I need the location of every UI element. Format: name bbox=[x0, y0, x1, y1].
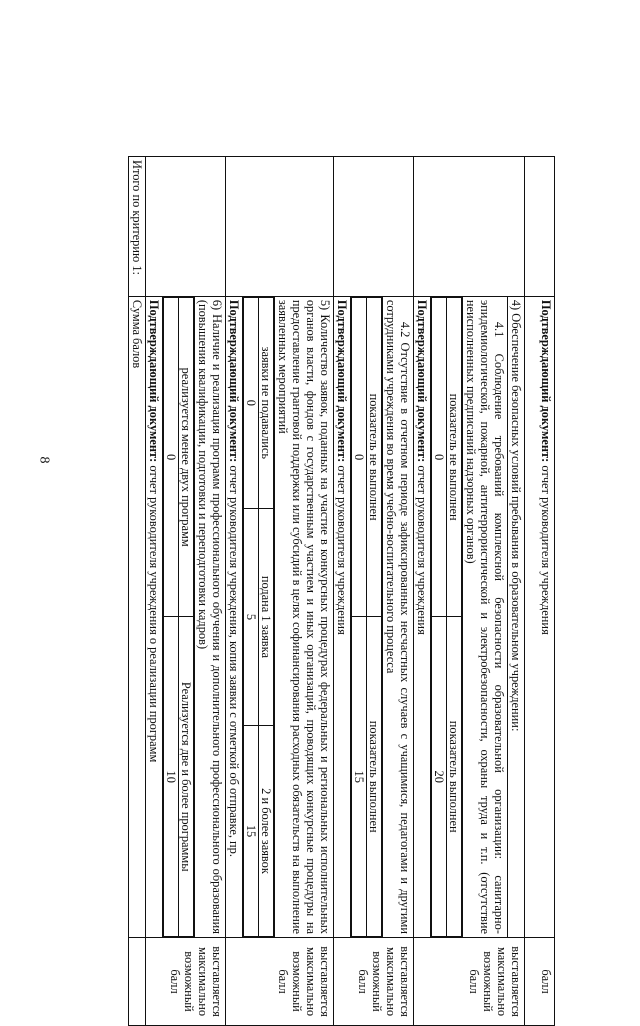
grid-value: 0 bbox=[244, 297, 259, 508]
criteria-table bbox=[128, 156, 555, 1026]
score-cell: балл bbox=[525, 938, 555, 1026]
score-cell: выставляется максимально возможный балл bbox=[414, 938, 525, 1026]
table-row bbox=[525, 157, 555, 1026]
confirm-doc-text: отчет руководителя учреждения bbox=[335, 462, 349, 635]
confirm-doc-text: отчет руководителя учреждения, копия заявки с отметкой об отправке, пр. bbox=[227, 462, 241, 857]
confirm-doc-label: Подтверждающий документ: bbox=[539, 299, 553, 463]
grid-header: показатель не выполнен bbox=[447, 297, 462, 617]
grid-header: подана 1 заявка bbox=[259, 508, 274, 725]
section-text: 6) Наличие и реализация программ профессионального обучения и дополнительного профессионального образования (повышения квалификации, подготовки и переподготовки кадров) bbox=[195, 296, 226, 937]
grid-header: показатель не выполнен bbox=[367, 297, 382, 617]
grid-value: 0 bbox=[432, 297, 447, 617]
grid-header: 2 и более заявок bbox=[259, 726, 274, 937]
item-text: 4.1 Соблюдение требований комплексной безопасности образовательной организации: санитарно-эпидемиологической, пожарной, антитеррористической и электробезопасности, охраны труда и т.п. (отсутствие неисполненных предписаний надзорных органов) bbox=[463, 296, 508, 937]
score-cell: выставляется максимально возможный балл bbox=[334, 938, 414, 1026]
table-row bbox=[508, 157, 525, 1026]
grid-header: реализуется менее двух программ bbox=[179, 297, 194, 617]
grid-value: 15 bbox=[244, 726, 259, 937]
total-label: Итого по критерию 1: bbox=[129, 157, 146, 297]
section-text: 5) Количество заявок, поданных на участие в конкурсных процедурах федеральных и региональных исполнительных органов власти, фондов с государственным участием и иных организаций, проводящих конкурсные процедуры на предоставление грантовой поддержки или субсидий в целях софинансирования расходных обязательств на выполнение заявленных мероприятий bbox=[275, 296, 334, 937]
confirm-doc-cell bbox=[414, 296, 431, 937]
confirm-doc-text: отчет руководителя учреждения о реализации программ bbox=[147, 462, 161, 763]
section-title: 4) Обеспечение безопасных условий пребывания в образовательном учреждении: bbox=[508, 296, 525, 937]
grid-value: 10 bbox=[164, 617, 179, 937]
grid-value: 0 bbox=[164, 297, 179, 617]
scoring-grid bbox=[243, 297, 274, 937]
page-number: 8 bbox=[36, 456, 52, 464]
grid-header: показатель выполнен bbox=[447, 617, 462, 937]
table-row bbox=[129, 157, 146, 1026]
scoring-grid bbox=[351, 297, 382, 937]
score-cell: выставляется максимально возможный балл bbox=[226, 938, 334, 1026]
score-cell: выставляется максимально возможный балл bbox=[146, 938, 226, 1026]
confirm-doc-label: Подтверждающий документ: bbox=[335, 299, 349, 463]
confirm-doc-label: Подтверждающий документ: bbox=[227, 299, 241, 463]
grid-header: Реализуется две и более программы bbox=[179, 617, 194, 937]
confirm-doc-cell bbox=[146, 296, 163, 937]
confirm-doc-label: Подтверждающий документ: bbox=[147, 299, 161, 463]
criteria-table-sheet bbox=[85, 156, 555, 1026]
table-row bbox=[275, 157, 334, 1026]
grid-value: 0 bbox=[352, 297, 367, 617]
grid-header: показатель выполнен bbox=[367, 617, 382, 937]
confirm-doc-cell bbox=[226, 296, 243, 937]
confirm-doc-cell bbox=[334, 296, 351, 937]
confirm-doc-label: Подтверждающий документ: bbox=[415, 299, 429, 463]
table-row bbox=[195, 157, 226, 1026]
grid-value: 5 bbox=[244, 508, 259, 725]
scoring-grid bbox=[431, 297, 462, 937]
grid-value: 15 bbox=[352, 617, 367, 937]
table-row bbox=[383, 157, 414, 1026]
grid-header: заявки не подавались bbox=[259, 297, 274, 508]
confirm-doc-text: отчет руководителя учреждения bbox=[415, 462, 429, 635]
confirm-doc-text: отчет руководителя учреждения bbox=[539, 462, 553, 635]
item-text: 4.2 Отсутствие в отчетном периоде зафиксированных несчастных случаев с учащимися, педагогами и другими сотрудниками учреждения во время учебно-воспитательного процесса bbox=[383, 296, 414, 937]
confirm-doc-cell bbox=[525, 296, 555, 937]
total-text: Сумма балов bbox=[129, 296, 146, 937]
scoring-grid bbox=[163, 297, 194, 937]
grid-value: 20 bbox=[432, 617, 447, 937]
